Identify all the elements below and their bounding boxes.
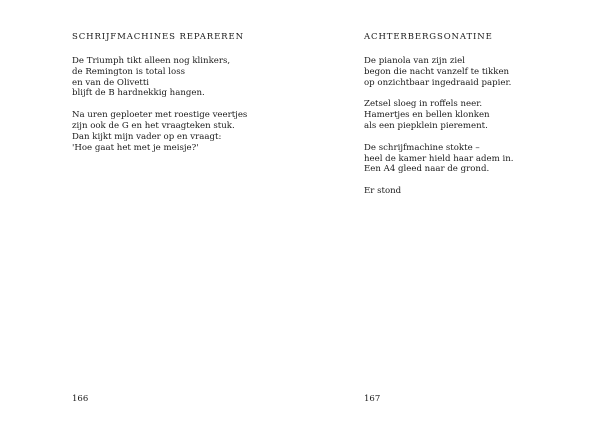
poem-line: heel de kamer hield haar adem in. <box>364 153 514 164</box>
poem-line: op onzichtbaar ingedraaid papier. <box>364 77 512 88</box>
poem-line: zijn ook de G en het vraagteken stuk. <box>72 120 235 131</box>
poem-line: De schrijfmachine stokte – <box>364 142 480 153</box>
page-number-right: 167 <box>364 394 381 404</box>
stanza <box>364 99 514 131</box>
poem-line: de Remington is total loss <box>72 66 186 77</box>
poem-body-left <box>72 56 247 164</box>
poem-line: en van de Olivetti <box>72 77 150 88</box>
stanza <box>364 143 514 175</box>
poem-body-right <box>364 56 514 208</box>
stanza <box>364 56 514 88</box>
poem-line: Hamertjes en bellen klonken <box>364 110 490 121</box>
page-number-left: 166 <box>72 394 89 404</box>
stanza <box>72 110 247 153</box>
stanza <box>72 56 247 99</box>
poem-title-left: SCHRIJFMACHINES REPAREREN <box>72 32 244 42</box>
poem-line: Na uren geploeter met roestige veertjes <box>72 110 248 121</box>
stanza <box>364 186 514 197</box>
poem-line: Een A4 gleed naar de grond. <box>364 164 490 175</box>
poem-line: Er stond <box>364 186 402 197</box>
poem-line: De pianola van zijn ziel <box>364 56 465 66</box>
poem-title-right: ACHTERBERGSONATINE <box>364 32 493 42</box>
poem-line: blijft de B hardnekkig hangen. <box>72 88 205 99</box>
poem-line: Dan kijkt mijn vader op en vraagt: <box>72 131 222 142</box>
poem-line: Zetsel sloeg in roffels neer. <box>364 99 483 110</box>
poem-line: begon die nacht vanzelf te tikken <box>364 66 510 77</box>
right-page <box>300 0 600 432</box>
poem-line: 'Hoe gaat het met je meisje?' <box>72 142 199 153</box>
poem-line: De Triumph tikt alleen nog klinkers, <box>72 56 231 66</box>
poem-line: als een piepklein pierement. <box>364 120 488 131</box>
